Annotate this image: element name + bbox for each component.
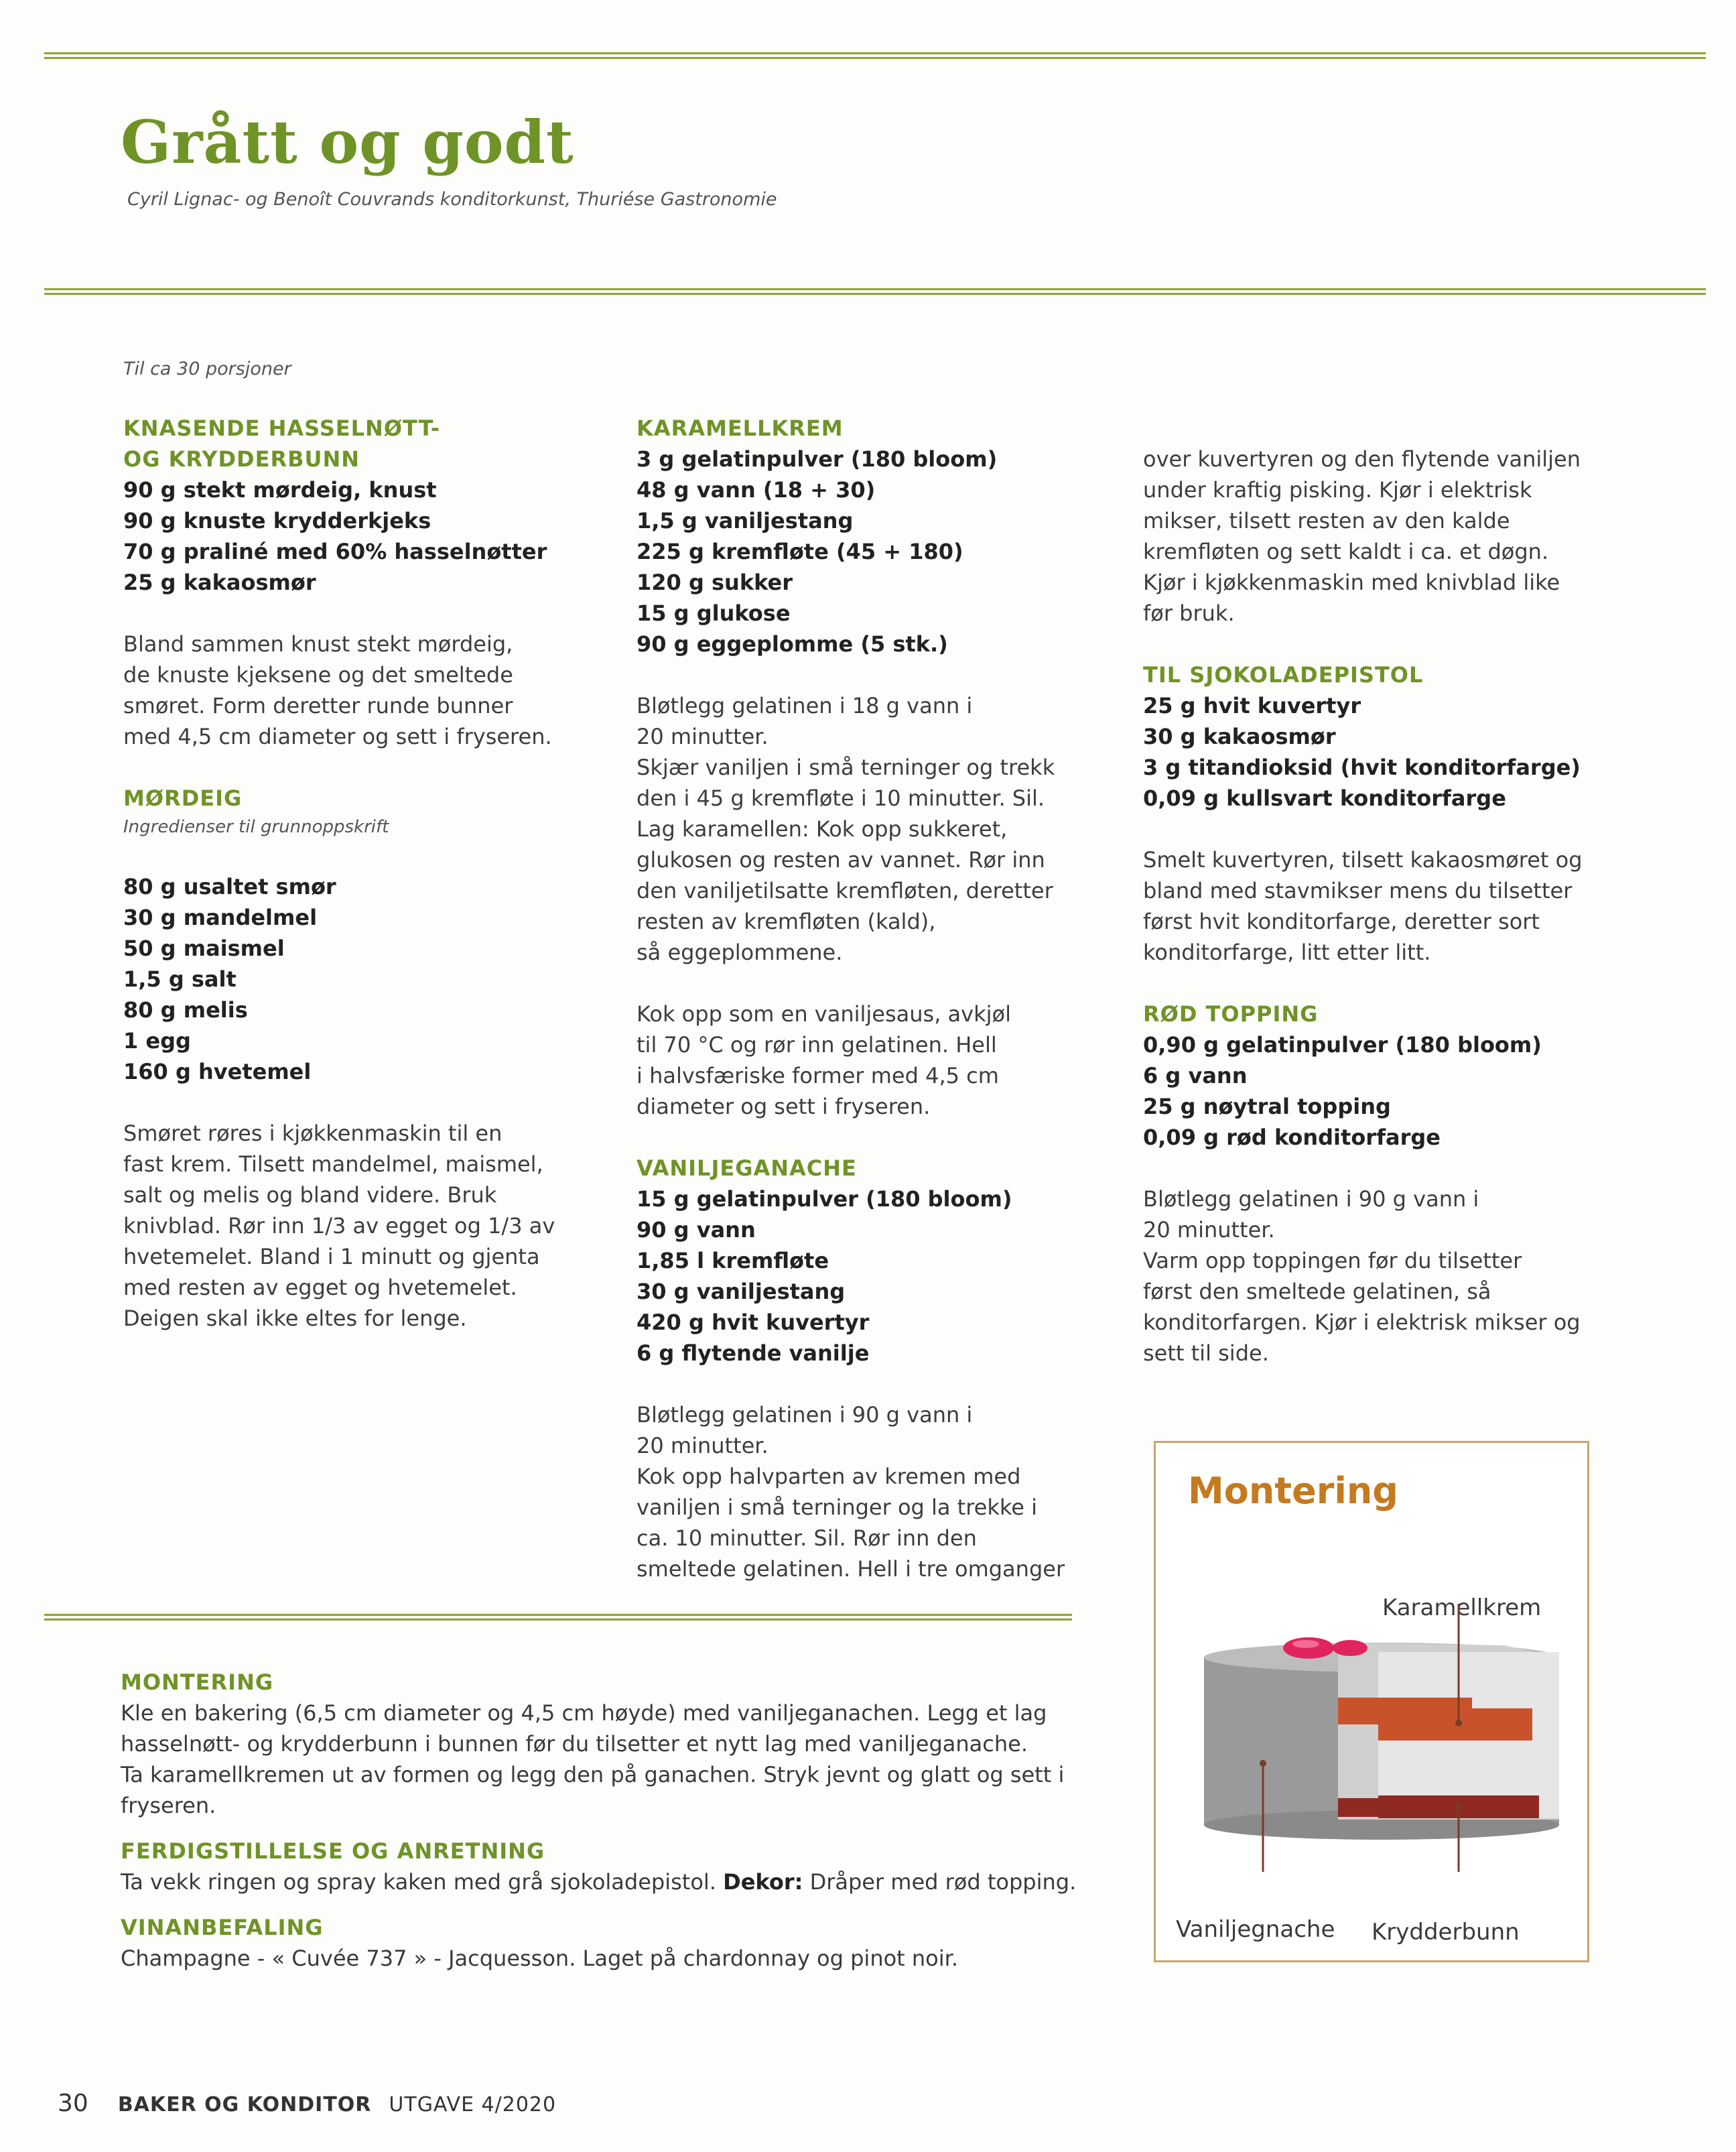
karamellkrem-ingredients <box>637 444 1106 659</box>
magazine-name: BAKER OG KONDITOR <box>117 2093 372 2116</box>
column-3 <box>1143 444 1652 1369</box>
montering-diagram-box <box>1154 1441 1589 1962</box>
vaniljeganache-heading: VANILJEGANACHE <box>637 1155 857 1181</box>
servings-note: Til ca 30 porsjoner <box>123 359 291 379</box>
cake-cross-section-illustration <box>1156 1577 1591 1925</box>
karamellkrem-method-2: Kok opp som en vaniljesaus, avkjøl til 70 °C og rør inn gelatinen. Hell i halvsfæriske former med 4,5 cm diameter og sett i fryseren. <box>637 1001 1011 1119</box>
ingredient-line: 15 g gelatinpulver (180 bloom) <box>637 1186 1012 1212</box>
page-subtitle: Cyril Lignac- og Benoît Couvrands konditorkunst, Thuriése Gastronomie <box>127 189 777 210</box>
rod-topping-method: Bløtlegg gelatinen i 90 g vann i 20 minutter. Varm opp toppingen før du tilsetter først den smeltede gelatinen, så konditorfargen. Kjør i elektrisk mikser og sett til side. <box>1143 1186 1581 1366</box>
ingredient-line: 0,90 g gelatinpulver (180 bloom) <box>1143 1032 1542 1058</box>
ferdigstillelse-text: Ta vekk ringen og spray kaken med grå sjokoladepistol. Dekor: Dråper med rød topping. <box>121 1869 1077 1895</box>
dekor-label: Dekor: <box>723 1869 803 1895</box>
topping-drop-small <box>1333 1640 1367 1656</box>
vinanbefaling-text: Champagne - « Cuvée 737 » - Jacquesson. Laget på chardonnay og pinot noir. <box>121 1946 959 1971</box>
top-rule <box>44 52 1706 59</box>
vaniljeganache-method-continued: over kuvertyren og den flytende vaniljen under kraftig pisking. Kjør i elektrisk mikser, tilsett resten av den kalde kremfløten og sett kaldt i ca. et døgn. Kjør i kjøkkenmaskin med knivblad like før bruk. <box>1143 446 1581 626</box>
rod-topping-ingredients <box>1143 1029 1652 1153</box>
leader-dot-karamell <box>1455 1720 1462 1726</box>
ingredient-line: 0,09 g rød konditorfarge <box>1143 1125 1441 1150</box>
ingredient-line: 6 g vann <box>1143 1063 1248 1088</box>
karamellkrem-heading: KARAMELLKREM <box>637 416 844 441</box>
ingredient-line: 80 g usaltet smør <box>123 874 336 899</box>
mordeig-method: Smøret røres i kjøkkenmaskin til en fast krem. Tilsett mandelmel, maismel, salt og melis og bland videre. Bruk knivblad. Rør inn 1/3 av egget og 1/3 av hvetemelet. Bland i 1 minutt og gjenta med resten av egget og hvetemelet. Deigen skal ikke eltes for lenge. <box>123 1121 555 1331</box>
ingredient-line: 0,09 g kullsvart konditorfarge <box>1143 785 1506 811</box>
ingredient-line: 25 g hvit kuvertyr <box>1143 693 1361 718</box>
ingredient-line: 90 g knuste krydderkjeks <box>123 508 431 533</box>
ferdigstillelse-heading: FERDIGSTILLELSE OG ANRETNING <box>121 1838 545 1864</box>
bottom-section <box>121 1667 1085 1988</box>
ingredient-line: 50 g maismel <box>123 936 285 961</box>
ingredient-line: 90 g eggeplomme (5 stk.) <box>637 631 948 657</box>
label-karamellkrem: Karamellkrem <box>1382 1594 1542 1621</box>
rod-topping-heading: RØD TOPPING <box>1143 1001 1319 1027</box>
label-vaniljegnache: Vaniljegnache <box>1176 1916 1335 1943</box>
ingredient-line: 90 g vann <box>637 1217 756 1243</box>
page-number: 30 <box>58 2090 88 2117</box>
ingredient-line: 90 g stekt mørdeig, knust <box>123 477 437 503</box>
ingredient-line: 3 g gelatinpulver (180 bloom) <box>637 446 998 472</box>
sjokoladepistol-ingredients <box>1143 690 1652 814</box>
header-rule <box>44 288 1706 295</box>
leader-dot-vanilje <box>1260 1760 1266 1767</box>
bottom-section-rule <box>44 1614 1072 1621</box>
vaniljeganache-method: Bløtlegg gelatinen i 90 g vann i 20 minutter. Kok opp halvparten av kremen med vaniljen i små terninger og la trekke i ca. 10 minutter. Sil. Rør inn den smeltede gelatinen. Hell i tre omganger <box>637 1402 1065 1582</box>
sjokoladepistol-heading: TIL SJOKOLADEPISTOL <box>1143 662 1424 688</box>
ingredient-line: 3 g titandioksid (hvit konditorfarge) <box>1143 755 1581 780</box>
label-krydderbunn: Krydderbunn <box>1372 1919 1520 1946</box>
ingredient-line: 6 g flytende vanilje <box>637 1340 870 1366</box>
montering-section: MONTERING Kle en bakering (6,5 cm diameter og 4,5 cm høyde) med vaniljeganachen. Legg et lag hasselnøtt- og krydderbunn i bunnen før du tilsetter et nytt lag med vaniljeganache. Ta karamellkremen ut av formen og legg den på ganachen. Stryk jevnt og glatt og sett i fryseren. <box>121 1667 1085 1821</box>
caramel-layer-face <box>1378 1708 1532 1740</box>
leader-dot-krydder <box>1455 1803 1462 1810</box>
ingredient-line: 25 g nøytral topping <box>1143 1094 1391 1119</box>
bunn-ingredients <box>123 474 592 598</box>
ingredient-line: 70 g praliné med 60% hasselnøtter <box>123 539 547 564</box>
vinanbefaling-heading: VINANBEFALING <box>121 1915 324 1940</box>
montering-heading: MONTERING <box>121 1669 274 1695</box>
ingredient-line: 120 g sukker <box>637 570 793 595</box>
bunn-heading: KNASENDE HASSELNØTT- OG KRYDDERBUNN <box>123 416 440 472</box>
ingredient-line: 1,85 l kremfløte <box>637 1248 829 1273</box>
ingredient-line: 48 g vann (18 + 30) <box>637 477 876 503</box>
ferdigstillelse-section <box>121 1836 1085 1897</box>
column-2 <box>637 413 1106 1584</box>
ingredient-line: 80 g melis <box>123 997 248 1023</box>
ingredient-line: 1,5 g salt <box>123 966 237 992</box>
bunn-method: Bland sammen knust stekt mørdeig, de knuste kjeksene og det smeltede smøret. Form deretter runde bunner med 4,5 cm diameter og sett i fryseren. <box>123 631 552 749</box>
vinanbefaling-section <box>121 1912 1085 1974</box>
topping-drop-highlight <box>1292 1640 1319 1648</box>
mordeig-note: Ingredienser til grunnoppskrift <box>123 817 389 837</box>
ingredient-line: 160 g hvetemel <box>123 1059 312 1084</box>
ingredient-line: 30 g kakaosmør <box>1143 724 1336 749</box>
karamellkrem-method-1: Bløtlegg gelatinen i 18 g vann i 20 minutter. Skjær vaniljen i små terninger og trekk den i 45 g kremfløte i 10 minutter. Sil. Lag karamellen: Kok opp sukkeret, glukosen og resten av vannet. Rør inn den vaniljetilsatte kremfløten, deretter resten av kremfløten (kald), så eggeplommene. <box>637 693 1055 965</box>
ingredient-line: 1,5 g vaniljestang <box>637 508 854 533</box>
ingredient-line: 30 g vaniljestang <box>637 1279 846 1304</box>
montering-box-title: Montering <box>1188 1470 1398 1512</box>
mordeig-ingredients <box>123 871 592 1087</box>
ingredient-line: 25 g kakaosmør <box>123 570 316 595</box>
page-title: Grått og godt <box>121 107 574 177</box>
vaniljeganache-ingredients <box>637 1184 1106 1369</box>
ingredient-line: 30 g mandelmel <box>123 905 318 930</box>
ingredient-line: 420 g hvit kuvertyr <box>637 1310 870 1335</box>
ingredient-line: 225 g kremfløte (45 + 180) <box>637 539 963 564</box>
page-footer <box>58 2090 556 2117</box>
column-1 <box>123 413 592 1334</box>
ingredient-line: 15 g glukose <box>637 600 791 626</box>
mordeig-heading: MØRDEIG <box>123 785 243 811</box>
sjokoladepistol-method: Smelt kuvertyren, tilsett kakaosmøret og bland med stavmikser mens du tilsetter først hvit konditorfarge, deretter sort konditorfarge, litt etter litt. <box>1143 847 1583 965</box>
ingredient-line: 1 egg <box>123 1028 191 1054</box>
issue-label: UTGAVE 4/2020 <box>389 2093 557 2116</box>
